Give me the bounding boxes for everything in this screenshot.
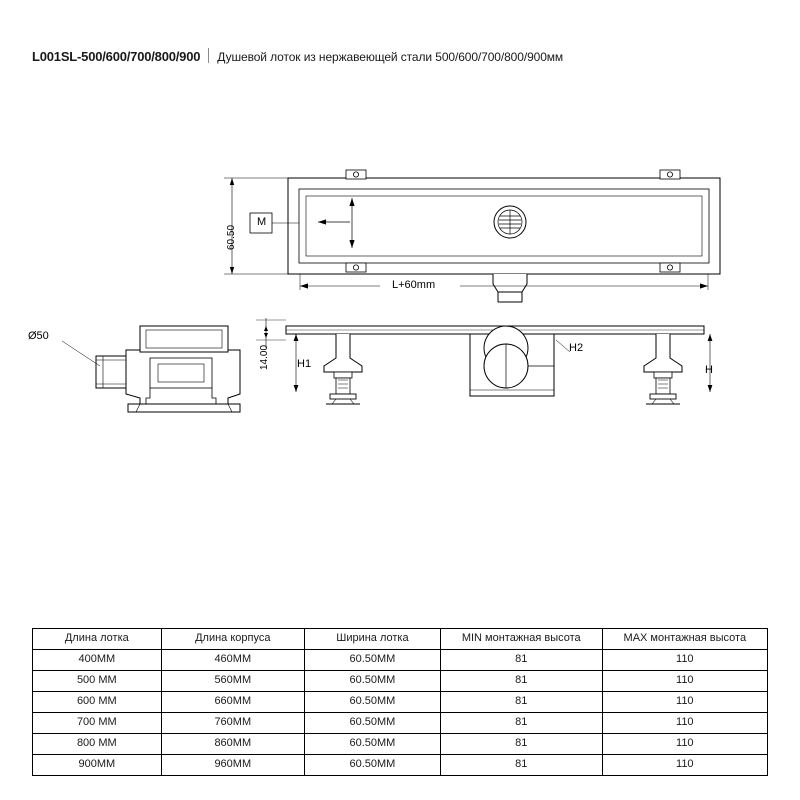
table-cell: 800 ММ [33, 734, 162, 755]
table-cell: 600 ММ [33, 692, 162, 713]
table-cell: 460ММ [161, 650, 304, 671]
dimension-label-thickness: 14.00 [259, 344, 270, 370]
table-cell: 700 ММ [33, 713, 162, 734]
table-cell: 60.50ММ [304, 671, 440, 692]
table-header-cell: MIN монтажная высота [440, 629, 602, 650]
table-cell: 760ММ [161, 713, 304, 734]
table-header-row [33, 629, 768, 650]
table-cell: 81 [440, 671, 602, 692]
table-row [33, 671, 768, 692]
table-cell: 960ММ [161, 755, 304, 776]
table-cell: 60.50ММ [304, 713, 440, 734]
dimension-label-h: H [705, 364, 713, 376]
table-cell: 60.50ММ [304, 692, 440, 713]
dimension-label-height: 60.50 [226, 224, 237, 250]
table-cell: 860ММ [161, 734, 304, 755]
table-row [33, 692, 768, 713]
table-row [33, 734, 768, 755]
table-header-cell: MAX монтажная высота [602, 629, 767, 650]
table-cell: 81 [440, 755, 602, 776]
table-cell: 81 [440, 692, 602, 713]
table-cell: 110 [602, 671, 767, 692]
product-code: L001SL-500/600/700/800/900 [32, 49, 201, 64]
table-cell: 110 [602, 713, 767, 734]
table-cell: 110 [602, 734, 767, 755]
table-cell: 110 [602, 650, 767, 671]
dimension-label-length: L+60mm [392, 279, 436, 291]
table-header-cell: Длина лотка [33, 629, 162, 650]
callout-label-m: M [257, 216, 267, 228]
table-cell: 400ММ [33, 650, 162, 671]
table-header-cell: Ширина лотка [304, 629, 440, 650]
table-row [33, 755, 768, 776]
specifications-table [32, 628, 768, 776]
table-row [33, 713, 768, 734]
table-cell: 60.50ММ [304, 734, 440, 755]
table-cell: 560ММ [161, 671, 304, 692]
table-cell: 81 [440, 713, 602, 734]
table-cell: 110 [602, 755, 767, 776]
table-cell: 900ММ [33, 755, 162, 776]
table-cell: 81 [440, 650, 602, 671]
table-cell: 60.50ММ [304, 650, 440, 671]
table-cell: 110 [602, 692, 767, 713]
table-row [33, 650, 768, 671]
dimension-label-h2: H2 [569, 342, 584, 354]
table-cell: 60.50ММ [304, 755, 440, 776]
dimension-label-pipe-diameter: Ø50 [28, 330, 49, 342]
dimension-label-h1: H1 [297, 358, 312, 370]
table-cell: 81 [440, 734, 602, 755]
table-header-cell: Длина корпуса [161, 629, 304, 650]
table-cell: 660ММ [161, 692, 304, 713]
table-cell: 500 ММ [33, 671, 162, 692]
product-description: Душевой лоток из нержавеющей стали 500/600/700/800/900мм [217, 50, 564, 64]
